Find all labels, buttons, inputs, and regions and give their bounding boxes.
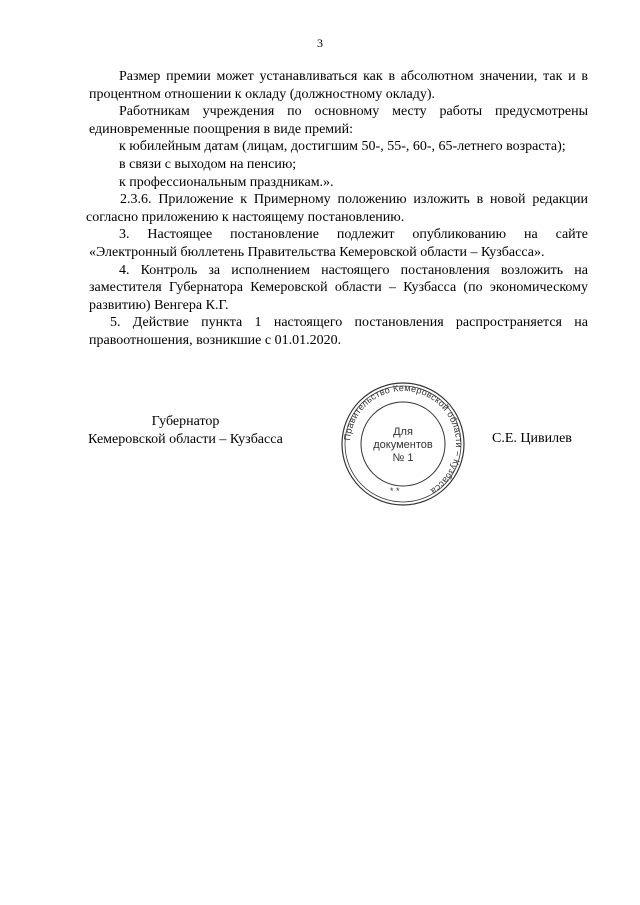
seal-ring-text: Правительство Кемеровской области – Кузбасса: [342, 382, 465, 497]
paragraph-clause-2-3-6: 2.3.6. Приложение к Примерному положению изложить в новой редакции согласно приложению к настоящему постановлению.: [86, 192, 588, 225]
paragraph-anniversary-dates: к юбилейным датам (лицам, достигшим 50-, 55-, 60-, 65-летнего возраста);: [119, 139, 566, 155]
paragraph-one-time-bonuses: Работникам учреждения по основному месту работы предусмотрены единовременные поощрения в виде премий:: [89, 104, 588, 137]
paragraph-clause-4: 4. Контроль за исполнением настоящего постановления возложить на заместителя Губернатора Кемеровской области – Кузбасса (по экономическому развитию) Венгера К.Г.: [89, 262, 588, 313]
seal-stars: * *: [390, 486, 400, 496]
signatory-position: [88, 413, 283, 448]
signatory-name: С.Е. Цивилев: [492, 431, 572, 446]
document-body: [86, 68, 588, 350]
signatory-title-line: Губернатор: [151, 414, 220, 429]
seal-center-line-1: Для: [393, 426, 413, 438]
paragraph-retirement: в связи с выходом на пенсию;: [119, 156, 297, 172]
paragraph-clause-5: 5. Действие пункта 1 настоящего постановления распространяется на правоотношения, возникшие с 01.01.2020.: [89, 315, 588, 348]
paragraph-clause-3: 3. Настоящее постановление подлежит опубликованию на сайте «Электронный бюллетень Правительства Кемеровской области – Кузбасса».: [89, 227, 588, 260]
official-seal: [340, 381, 466, 507]
seal-center-line-3: № 1: [392, 452, 414, 464]
paragraph-bonus-size: Размер премии может устанавливаться как в абсолютном значении, так и в процентном отношении к окладу (должностному окладу).: [89, 69, 588, 102]
page-number: 3: [317, 36, 323, 50]
paragraph-professional-holidays: к профессиональным праздникам.».: [119, 174, 334, 190]
seal-center-line-2: документов: [373, 439, 433, 451]
signatory-region-line: Кемеровской области – Кузбасса: [88, 431, 283, 447]
